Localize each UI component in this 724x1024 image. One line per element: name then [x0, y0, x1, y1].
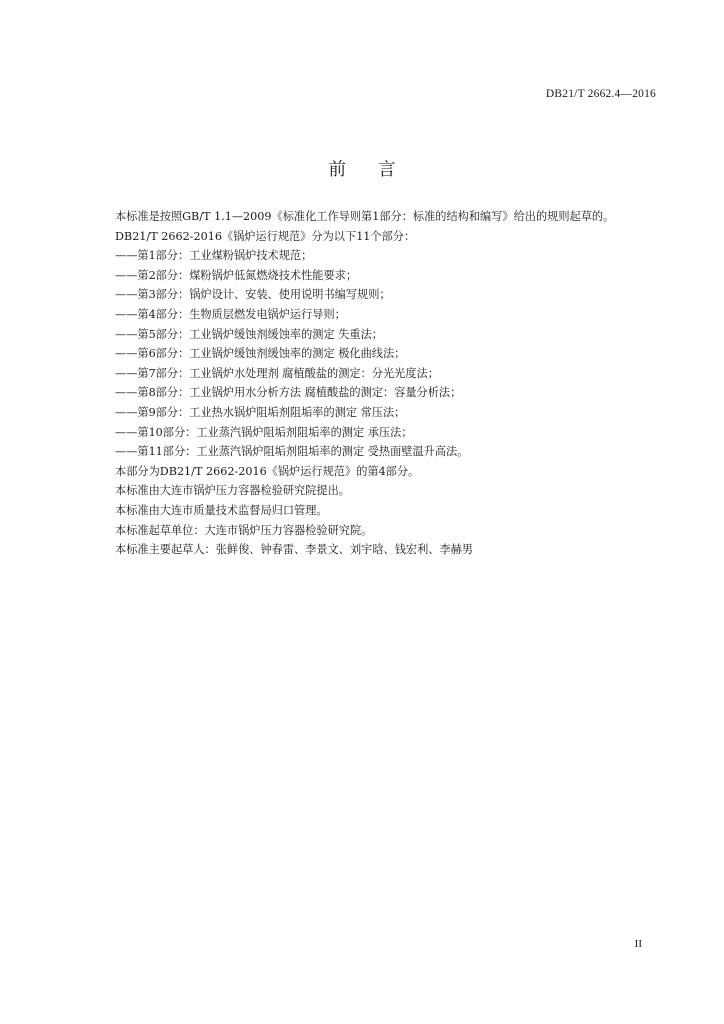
list-item-part-8: ——第8部分：工业锅炉用水分析方法 腐植酸盐的测定：容量分析法；: [115, 386, 462, 400]
paragraph-proposed-by: 本标准由大连市锅炉压力容器检验研究院提出。: [115, 484, 350, 498]
list-item-part-10: ——第10部分：工业蒸汽锅炉阻垢剂阻垢率的测定 承压法；: [115, 425, 413, 439]
paragraph-administered-by: 本标准由大连市质量技术监督局归口管理。: [115, 503, 328, 517]
list-item-part-7: ——第7部分：工业锅炉水处理剂 腐植酸盐的测定：分光光度法；: [115, 366, 439, 380]
list-item-part-6: ——第6部分：工业锅炉缓蚀剂缓蚀率的测定 极化曲线法；: [115, 347, 406, 361]
foreword-body: [90, 207, 662, 560]
list-item-part-9: ——第9部分：工业热水锅炉阻垢剂阻垢率的测定 常压法；: [115, 405, 406, 419]
document-code: DB21/T 2662.4—2016: [545, 88, 656, 100]
paragraph-drafters: 本标准主要起草人：张鲜俊、钟春雷、李景文、刘宇晗、钱宏利、李赫男: [115, 543, 474, 557]
list-item-part-11: ——第11部分：工业蒸汽锅炉阻垢剂阻垢率的测定 受热面壁温升高法。: [115, 445, 469, 459]
list-item-part-1: ——第1部分：工业煤粉锅炉技术规范；: [115, 249, 313, 263]
list-item-part-2: ——第2部分：煤粉锅炉低氮燃烧技术性能要求；: [115, 268, 358, 282]
list-item-part-4: ——第4部分：生物质层燃发电锅炉运行导则；: [115, 307, 346, 321]
paragraph-drafting-unit: 本标准起草单位：大连市锅炉压力容器检验研究院。: [115, 523, 373, 537]
paragraph-drafting-rules: 本标准是按照GB/T 1.1—2009《标准化工作导则第1部分：标准的结构和编写》给出的规则起草的。: [115, 210, 615, 223]
page-number: II: [634, 938, 642, 950]
paragraph-parts-intro: DB21/T 2662-2016《锅炉运行规范》分为以下11个部分：: [115, 229, 416, 243]
list-item-part-3: ——第3部分：锅炉设计、安装、使用说明书编写规则；: [115, 288, 391, 302]
paragraph-this-part: 本部分为DB21/T 2662-2016《锅炉运行规范》的第4部分。: [115, 464, 420, 478]
list-item-part-5: ——第5部分：工业锅炉缓蚀剂缓蚀率的测定 失重法；: [115, 327, 383, 341]
page-title: 前言: [328, 159, 428, 180]
